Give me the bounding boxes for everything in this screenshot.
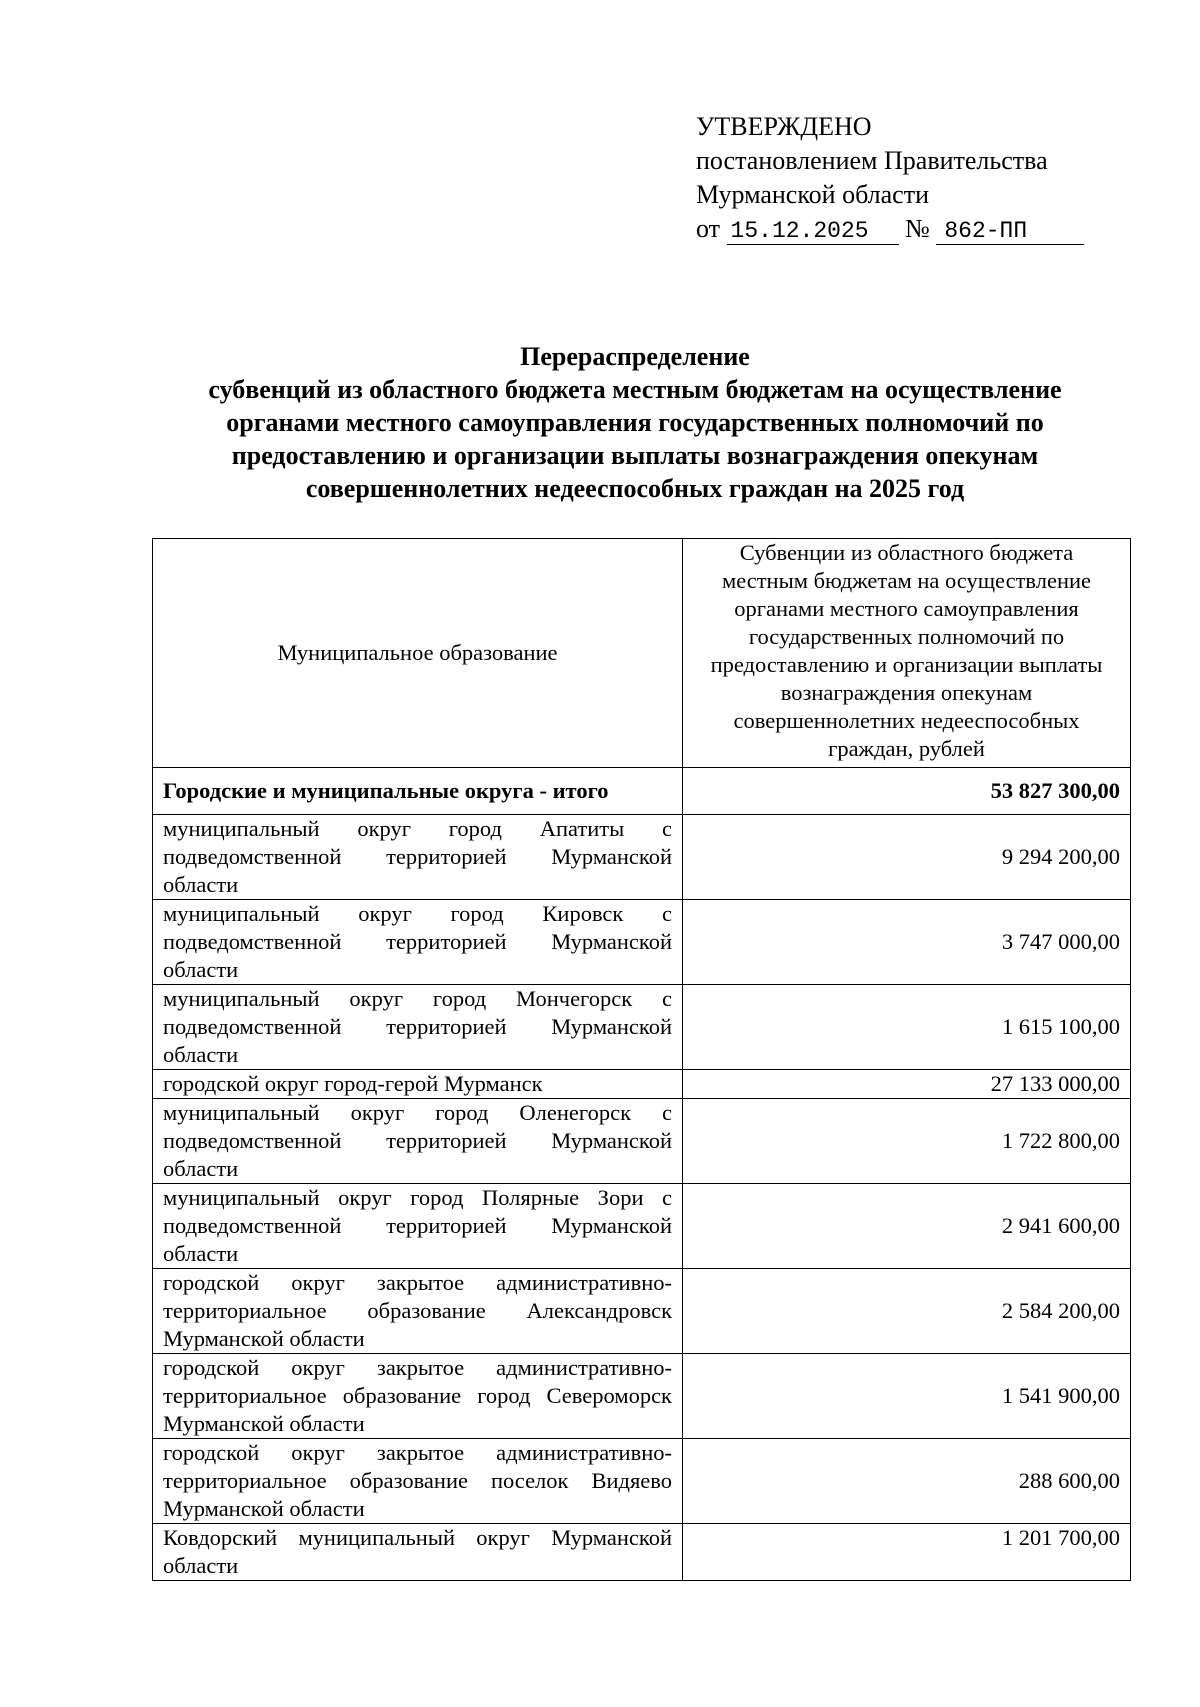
approval-number: 862-ПП <box>936 218 1084 245</box>
row-municipality: Ковдорский муниципальный округ Мурманской области <box>153 1524 683 1581</box>
table-header-row <box>153 539 1131 768</box>
number-prefix: № <box>905 214 930 243</box>
subvention-table <box>152 538 1131 1581</box>
row-amount: 9 294 200,00 <box>683 815 1131 900</box>
table-row <box>153 1354 1131 1439</box>
date-prefix: от <box>696 214 721 243</box>
title-line-3: органами местного самоуправления государственных полномочий по <box>226 408 1044 437</box>
row-amount: 2 584 200,00 <box>683 1269 1131 1354</box>
table-row <box>153 815 1131 900</box>
total-value: 53 827 300,00 <box>683 768 1131 815</box>
approval-date: 15.12.2025 <box>727 218 899 245</box>
approval-stamp <box>696 110 1084 246</box>
table-row <box>153 1184 1131 1269</box>
total-row <box>153 768 1131 815</box>
row-amount: 27 133 000,00 <box>683 1070 1131 1099</box>
row-municipality: муниципальный округ город Оленегорск с подведомственной территорией Мурманской области <box>153 1099 683 1184</box>
table-row <box>153 1070 1131 1099</box>
row-amount: 1 615 100,00 <box>683 985 1131 1070</box>
row-municipality: городской округ город-герой Мурманск <box>153 1070 683 1099</box>
row-municipality: городской округ закрытое административно-территориальное образование Александровск Мурманской области <box>153 1269 683 1354</box>
table-row <box>153 900 1131 985</box>
row-municipality: муниципальный округ город Апатиты с подведомственной территорией Мурманской области <box>153 815 683 900</box>
row-municipality: городской округ закрытое административно-территориальное образование поселок Видяево Мурманской области <box>153 1439 683 1524</box>
header-municipality: Муниципальное образование <box>153 539 683 768</box>
table-row <box>153 985 1131 1070</box>
title-line-1: Перераспределение <box>520 342 750 371</box>
title-line-2: субвенций из областного бюджета местным бюджетам на осуществление <box>208 375 1062 404</box>
row-municipality: муниципальный округ город Кировск с подведомственной территорией Мурманской области <box>153 900 683 985</box>
row-municipality: муниципальный округ город Мончегорск с подведомственной территорией Мурманской области <box>153 985 683 1070</box>
table-row <box>153 1439 1131 1524</box>
header-subventions: Субвенции из областного бюджета местным бюджетам на осуществление органами местного самоуправления государственных полномочий по предоставлению и организации выплаты вознаграждения опекунам совершеннолетних недееспособных граждан, рублей <box>683 539 1131 768</box>
row-municipality: городской округ закрытое административно-территориальное образование город Североморск Мурманской области <box>153 1354 683 1439</box>
row-amount: 1 722 800,00 <box>683 1099 1131 1184</box>
row-amount: 3 747 000,00 <box>683 900 1131 985</box>
row-amount: 1 541 900,00 <box>683 1354 1131 1439</box>
table-row <box>153 1524 1131 1581</box>
approval-authority: постановлением Правительства <box>696 146 1048 175</box>
total-label: Городские и муниципальные округа - итого <box>153 768 683 815</box>
title-line-4: предоставлению и организации выплаты вознаграждения опекунам <box>231 441 1039 470</box>
row-amount: 288 600,00 <box>683 1439 1131 1524</box>
approval-heading: УТВЕРЖДЕНО <box>696 112 872 141</box>
row-municipality: муниципальный округ город Полярные Зори с подведомственной территорией Мурманской области <box>153 1184 683 1269</box>
row-amount: 1 201 700,00 <box>683 1524 1131 1581</box>
approval-date-number <box>696 212 1084 246</box>
approval-region: Мурманской области <box>696 180 929 209</box>
document-title <box>140 340 1130 505</box>
table-row <box>153 1099 1131 1184</box>
title-line-5: совершеннолетних недееспособных граждан на 2025 год <box>305 474 965 503</box>
table-row <box>153 1269 1131 1354</box>
row-amount: 2 941 600,00 <box>683 1184 1131 1269</box>
